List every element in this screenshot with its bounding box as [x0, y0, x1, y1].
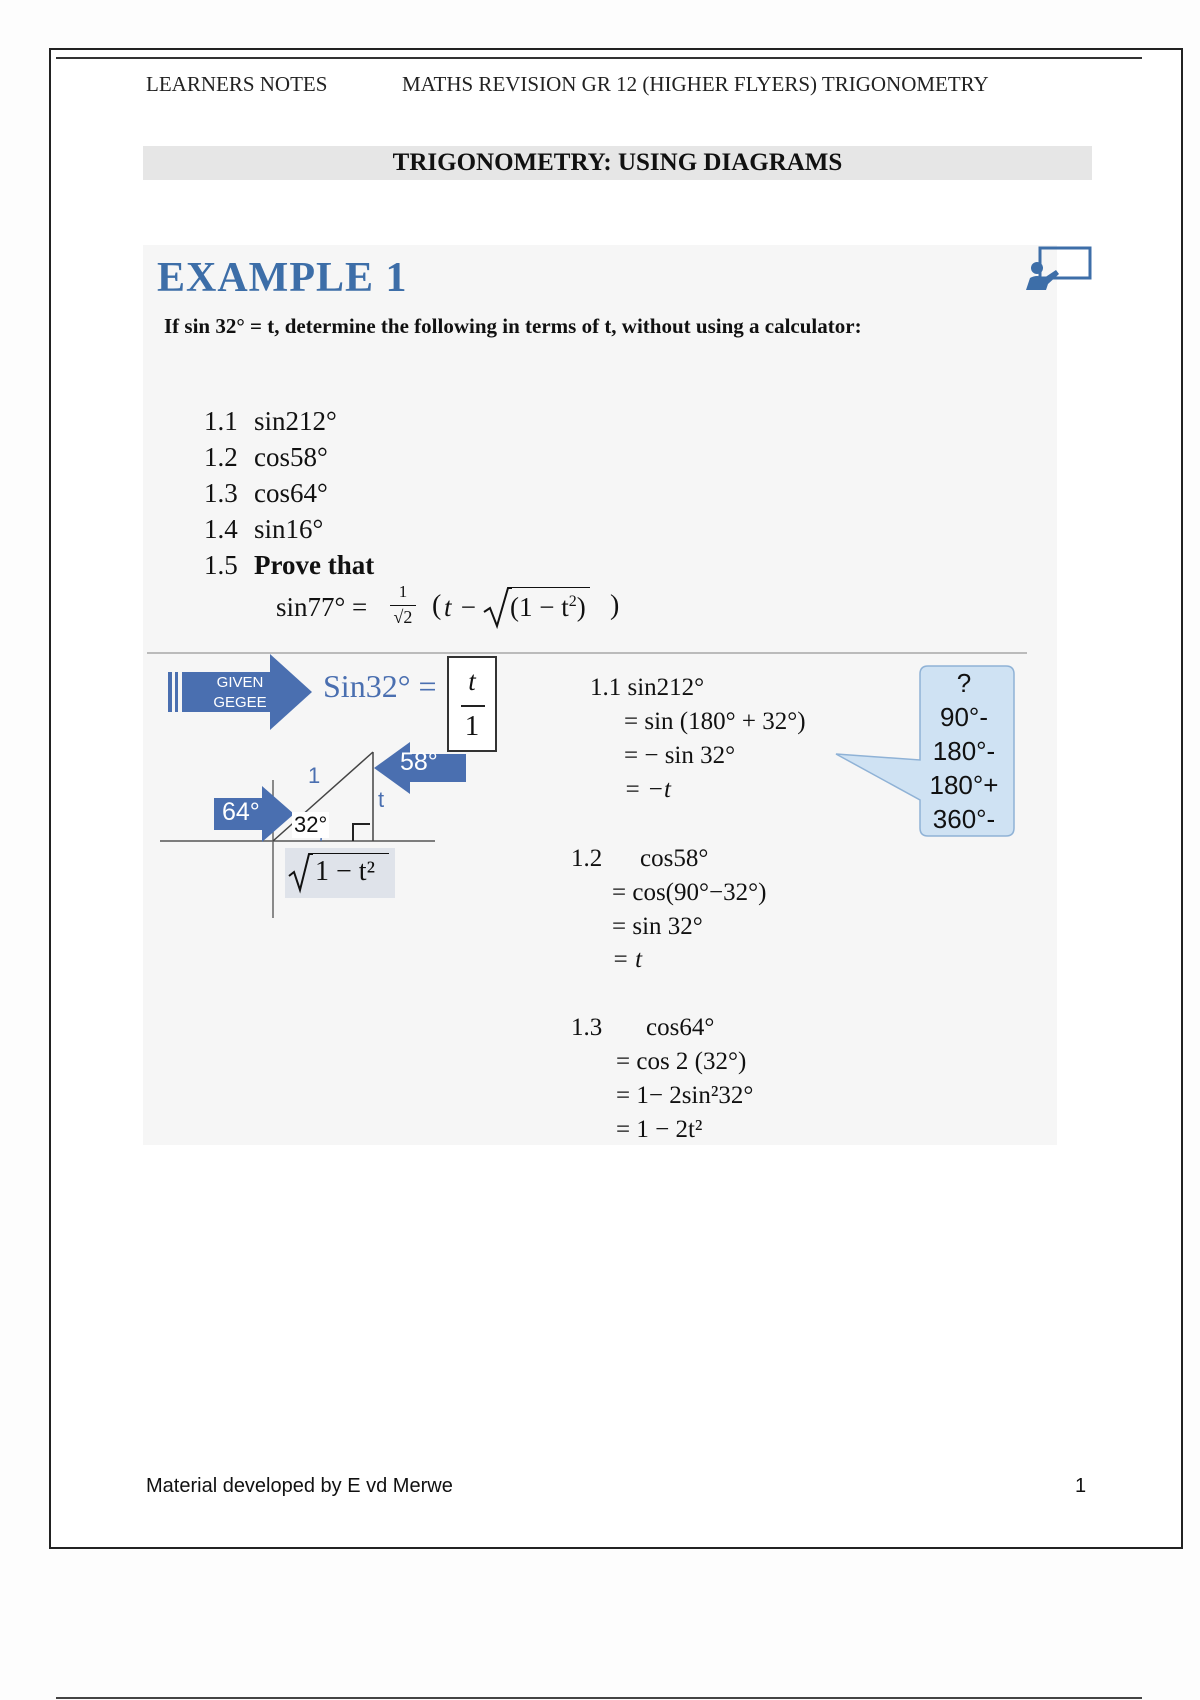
prove-paren-close: ): [610, 590, 620, 621]
solution-1-2-heading: cos58°: [640, 845, 709, 872]
solution-1-3-result: = 1 − 2t²: [616, 1116, 703, 1143]
prove-paren-open: (: [432, 590, 442, 621]
question-1-3: [204, 478, 328, 509]
question-1-5: [204, 550, 374, 581]
question-number: 1.2: [204, 442, 238, 472]
given-sin-label: Sin32° =: [323, 668, 437, 704]
solution-1-3-number: 1.3: [571, 1014, 603, 1041]
fraction-bar: [461, 705, 485, 707]
opposite-label: t: [378, 787, 385, 812]
adjacent-sqrt-sign: [287, 850, 313, 894]
question-number: 1.3: [204, 478, 238, 508]
solution-1-2-step: = cos(90°−32°): [612, 879, 767, 906]
given-label-af: GEGEE: [213, 694, 267, 711]
solution-1-2-step: = sin 32°: [612, 913, 703, 940]
prove-frac-den: √2: [393, 607, 413, 627]
question-text: sin212°: [254, 406, 337, 436]
given-label: [190, 673, 290, 713]
adjacent-vinculum: [313, 853, 389, 854]
callout-line: 90°-: [940, 702, 988, 732]
prove-lhs: sin77° =: [276, 592, 368, 622]
callout-line: 180°-: [932, 736, 996, 766]
prove-frac-num: 1: [398, 582, 408, 601]
footer-credit: Material developed by E vd Merwe: [146, 1475, 453, 1497]
given-label-en: GIVEN: [216, 674, 264, 691]
callout-line: 180°+: [929, 770, 999, 800]
question-1-2: [204, 442, 328, 473]
section-banner: TRIGONOMETRY: USING DIAGRAMS: [143, 146, 1092, 180]
question-text: cos58°: [254, 442, 328, 472]
example-title: EXAMPLE 1: [157, 255, 408, 301]
solution-1-1-result: = −t: [624, 776, 671, 803]
prove-formula: [276, 582, 656, 638]
question-text: cos64°: [254, 478, 328, 508]
question-number: 1.4: [204, 514, 238, 544]
solution-1-3-heading: cos64°: [646, 1014, 715, 1041]
solution-1-3-step: = cos 2 (32°): [616, 1048, 747, 1075]
solution-1-3-step: = 1− 2sin²32°: [616, 1082, 754, 1109]
sqrt-sign: [482, 584, 512, 630]
solution-1-2-result: = t: [612, 946, 643, 973]
callout-line: ?: [956, 668, 972, 698]
solution-1-1-step: = sin (180° + 32°): [624, 708, 806, 735]
prove-minus: −: [454, 592, 483, 622]
angle-58-label: 58°: [400, 748, 438, 776]
callout-line: 360°-: [932, 804, 996, 834]
header-right: MATHS REVISION GR 12 (HIGHER FLYERS) TRIGONOMETRY: [402, 72, 989, 96]
prove-radicand: $(1 - t^2)$: [510, 592, 586, 622]
fraction-denominator: 1: [464, 710, 480, 742]
solution-1-1-heading: 1.1 sin212°: [590, 674, 705, 701]
solution-1-2-number: 1.2: [571, 845, 603, 872]
top-rule: [56, 57, 1142, 59]
fraction-numerator: t: [468, 666, 476, 696]
bottom-rule: [56, 1697, 1142, 1699]
header-left: LEARNERS NOTES: [146, 72, 328, 96]
presenter-board-icon: [1022, 244, 1094, 294]
question-1-1: [204, 406, 337, 437]
prove-frac-bar: [390, 605, 416, 606]
page-number: 1: [1075, 1475, 1087, 1497]
question-number: 1.5: [204, 550, 238, 580]
question-number: 1.1: [204, 406, 238, 436]
question-1-4: [204, 514, 323, 545]
solution-1-1-step: = − sin 32°: [624, 742, 736, 769]
angle-64-label: 64°: [222, 798, 260, 826]
question-text: Prove that: [254, 550, 375, 580]
question-text: sin16°: [254, 514, 324, 544]
adjacent-expr: 1 − t²: [315, 856, 375, 887]
angle-32-label: 32°: [294, 812, 328, 837]
given-fraction-box: [447, 656, 497, 752]
hypotenuse-label: 1: [308, 763, 321, 788]
sqrt-vinculum: [512, 587, 590, 588]
adjacent-label-box: [285, 848, 395, 898]
prove-t: t: [444, 592, 452, 622]
callout-text: [914, 666, 1014, 836]
example-intro: If sin 32° = t, determine the following in terms of t, without using a calculator:: [164, 314, 862, 338]
